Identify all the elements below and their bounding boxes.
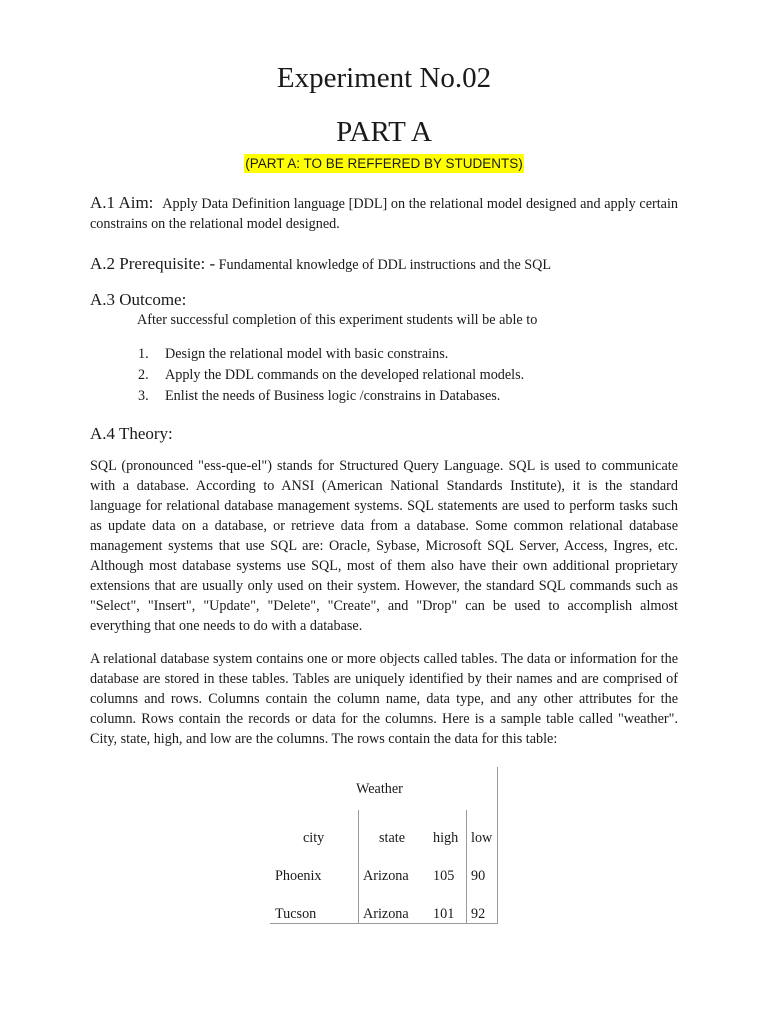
aim-heading: A.1 Aim: <box>90 193 154 212</box>
part-subtitle-highlight: (PART A: TO BE REFFERED BY STUDENTS) <box>245 156 523 171</box>
list-number: 2. <box>138 367 149 383</box>
cell-high: 105 <box>433 868 455 884</box>
table-border-right <box>497 767 498 924</box>
outcome-intro: After successful completion of this experiment students will be able to <box>137 312 538 328</box>
cell-low: 90 <box>471 868 486 884</box>
header-city: city <box>303 830 325 846</box>
cell-city: Phoenix <box>275 868 322 884</box>
cell-high: 101 <box>433 906 455 922</box>
part-subtitle-wrap <box>0 154 768 173</box>
list-number: 3. <box>138 388 149 404</box>
prerequisite-section <box>90 254 678 275</box>
outcome-heading: A.3 Outcome: <box>90 290 187 309</box>
list-text: Apply the DDL commands on the developed relational models. <box>165 367 525 383</box>
header-low: low <box>471 830 493 846</box>
table-caption: Weather <box>356 781 403 797</box>
aim-section <box>90 193 678 234</box>
theory-paragraph-1: SQL (pronounced "ess-que-el") stands for Structured Query Language. SQL is used to communicate with a database. According to ANSI (American National Standards Institute), it is the standard language for relational database management systems. SQL statements are used to perform tasks such as update data on a database, or retrieve data from a database. Some common relational database management systems that use SQL are: Oracle, Sybase, Microsoft SQL Server, Access, Ingres, etc. Although most database systems use SQL, most of them also have their own additional proprietary extensions that are usually only used on their system. However, the standard SQL commands such as "Select", "Insert", "Update", "Delete", "Create", and "Drop" can be used to accomplish almost everything that one needs to do with a database. <box>90 458 678 634</box>
list-text: Design the relational model with basic constrains. <box>165 346 449 362</box>
theory-heading: A.4 Theory: <box>90 424 173 443</box>
table-border-bottom <box>270 923 498 924</box>
list-item <box>138 344 524 365</box>
aim-text: Apply Data Definition language [DDL] on the relational model designed and apply certain constrains on the relational model designed. <box>90 196 678 232</box>
experiment-title: Experiment No.02 <box>276 62 492 94</box>
cell-state: Arizona <box>363 906 409 922</box>
theory-section <box>90 424 678 444</box>
weather-table <box>270 767 498 924</box>
cell-city: Tucson <box>275 906 317 922</box>
prerequisite-heading: A.2 Prerequisite: - <box>90 254 216 273</box>
part-heading: PART A <box>336 116 432 148</box>
table-divider-city-state <box>358 810 359 924</box>
theory-paragraph-2: A relational database system contains one or more objects called tables. The data or information for the database are stored in these tables. Tables are uniquely identified by their names and are comprised of columns and rows. Columns contain the column name, data type, and any other attributes for the column. Rows contain the records or data for the columns. Here is a sample table called "weather". City, state, high, and low are the columns. The rows contain the data for this table: <box>90 651 678 747</box>
outcome-section <box>90 290 678 310</box>
cell-low: 92 <box>471 906 486 922</box>
header-high: high <box>433 830 459 846</box>
cell-state: Arizona <box>363 868 409 884</box>
prerequisite-text: Fundamental knowledge of DDL instructions and the SQL <box>218 257 552 273</box>
list-number: 1. <box>138 346 149 362</box>
list-item <box>138 365 524 386</box>
list-item <box>138 386 524 407</box>
header-state: state <box>379 830 405 846</box>
list-text: Enlist the needs of Business logic /constrains in Databases. <box>165 388 501 404</box>
table-divider-high-low <box>466 810 467 924</box>
outcome-list <box>138 344 524 407</box>
